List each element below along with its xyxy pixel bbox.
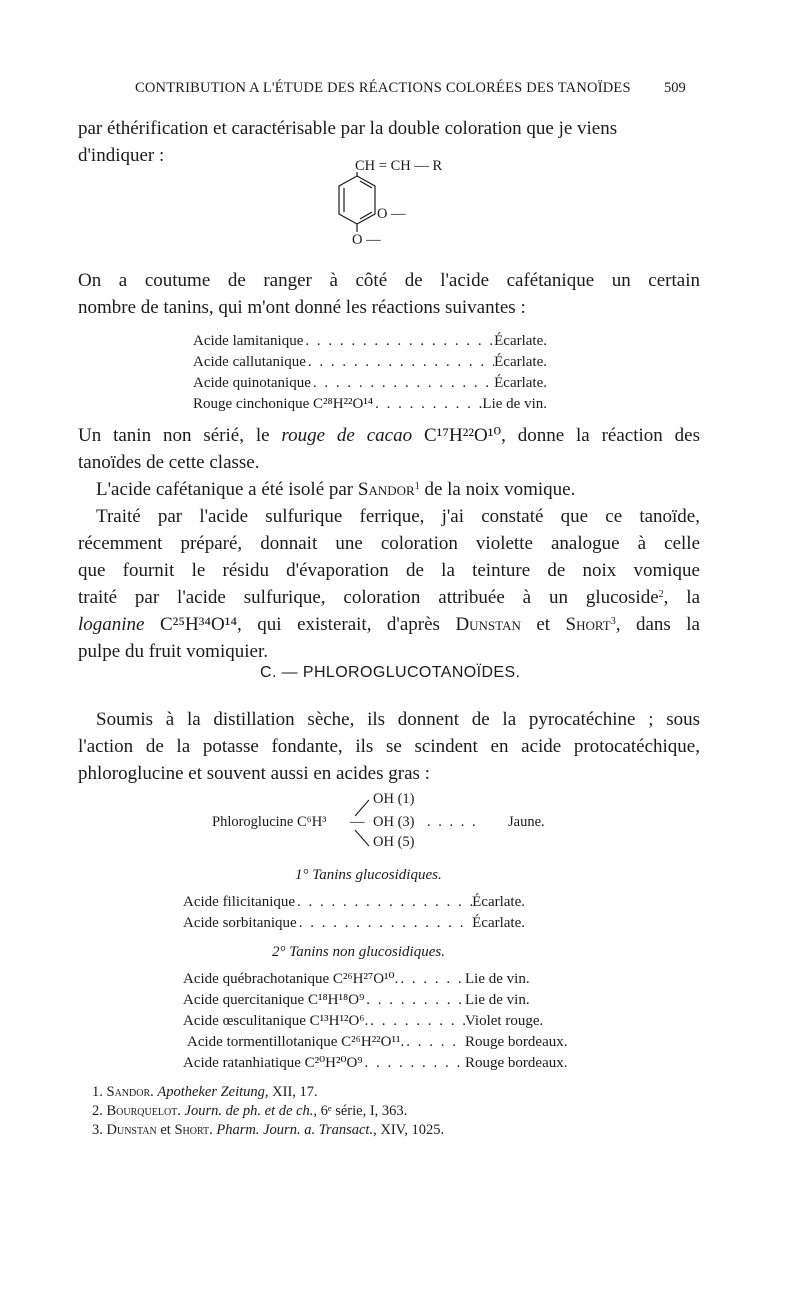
tanin-name: Acide lamitanique xyxy=(193,333,304,349)
para4-line-6: pulpe du fruit vomiquier. xyxy=(78,641,268,662)
para4-line-5: loganine C²⁵H³⁴O¹⁴, qui existerait, d'après Dunstan et Short$^3$, dans la xyxy=(78,614,700,635)
table-row xyxy=(193,331,547,352)
phloro-oh-1: OH (1) xyxy=(373,791,415,807)
para4-line-4: traité par l'acide sulfurique, coloration attribuée à un glucoside$^2$, la xyxy=(78,587,700,608)
table-row xyxy=(183,969,585,990)
reaction-color: Écarlate. xyxy=(494,333,547,349)
structure-top-chain: CH = CH — R xyxy=(355,158,443,174)
table-row xyxy=(183,1011,585,1032)
reaction-color: Lie de vin. xyxy=(465,992,530,1008)
para1-line-1: On a coutume de ranger à côté de l'acide cafétanique un certain xyxy=(78,270,700,291)
para2-line-2: tanoïdes de cette classe. xyxy=(78,452,260,473)
subheading-glucosidiques: 1° Tanins glucosidiques. xyxy=(295,867,442,883)
footnote: 2. Bourquelot. Journ. de ph. et de ch., 6ᵉ série, I, 363. xyxy=(92,1103,408,1119)
tanin-name: Acide filicitanique xyxy=(183,894,296,910)
tanin-name: Acide ratanhiatique C²⁰H²⁰O⁹ xyxy=(183,1055,363,1071)
para5-line-1: Soumis à la distillation sèche, ils donnent de la pyrocatéchine ; sous xyxy=(96,709,700,730)
footnote: 3. Dunstan et Short. Pharm. Journ. a. Transact., XIV, 1025. xyxy=(92,1122,445,1138)
reaction-color: Lie de vin. xyxy=(482,396,547,412)
tanin-name: Acide tormentillotanique C²⁶H²²O¹¹. xyxy=(187,1034,405,1050)
reaction-color: Écarlate. xyxy=(472,894,525,910)
tanin-name: Acide callutanique xyxy=(193,354,306,370)
reaction-color: Lie de vin. xyxy=(465,971,530,987)
tanin-name: Acide sorbitanique xyxy=(183,915,297,931)
paragraph-sandor xyxy=(96,476,700,503)
tanin-name: Acide québrachotanique C²⁶H²⁷O¹⁰. xyxy=(183,971,399,987)
phloro-name: Phloroglucine C⁶H³ xyxy=(212,814,327,830)
phloro-dash: — xyxy=(350,814,365,830)
subheading-non-glucosidiques: 2° Tanins non glucosidiques. xyxy=(272,944,445,960)
table-row xyxy=(193,373,547,394)
para5-line-3: phloroglucine et souvent aussi en acides gras : xyxy=(78,763,430,784)
reaction-color: Écarlate. xyxy=(494,354,547,370)
para4-line-3: que fournit le résidu d'évaporation de la teinture de noix vomique xyxy=(78,560,700,581)
structure-bottom-oxygen: O — xyxy=(352,232,381,248)
reaction-table-1 xyxy=(193,331,547,415)
table-row xyxy=(183,913,525,934)
paragraph-tanins-intro xyxy=(78,267,700,321)
reaction-color: Violet rouge. xyxy=(465,1013,544,1029)
table-row xyxy=(183,892,525,913)
running-title: CONTRIBUTION A L'ÉTUDE DES RÉACTIONS COLORÉES DES TANOÏDES xyxy=(135,80,631,96)
phloro-oh-5: OH (5) xyxy=(373,834,415,850)
paragraph-phloroglucotanoides xyxy=(78,706,700,787)
para4-line-1: Traité par l'acide sulfurique ferrique, j'ai constaté que ce tanoïde, xyxy=(96,506,700,527)
table-row xyxy=(183,990,585,1011)
paragraph-loganine xyxy=(78,503,700,665)
para4-line-2: récemment préparé, donnait une coloration violette analogue à celle xyxy=(78,533,700,554)
benzene-ring-diagram xyxy=(335,172,395,234)
para5-line-2: l'action de la potasse fondante, ils se scindent en acide protocatéchique, xyxy=(78,736,700,757)
tanin-name: Acide œsculitanique C¹³H¹²O⁶. xyxy=(183,1013,369,1029)
reaction-table-2 xyxy=(183,892,525,934)
reaction-color: Rouge bordeaux. xyxy=(465,1034,568,1050)
phloro-result: Jaune. xyxy=(508,814,545,830)
paragraph-rouge-cacao xyxy=(78,422,700,476)
phloro-oh-3: OH (3) xyxy=(373,814,415,830)
table-row xyxy=(183,1053,585,1074)
table-row xyxy=(193,394,547,415)
para3-line: L'acide cafétanique a été isolé par Sandor$^1$ de la noix vomique. xyxy=(96,479,576,500)
reaction-table-3 xyxy=(183,969,585,1074)
para2-line-1: Un tanin non sérié, le rouge de cacao C¹⁷H²²O¹⁰, donne la réaction des xyxy=(78,425,700,446)
reaction-color: Rouge bordeaux. xyxy=(465,1055,568,1071)
tanin-name: Acide quinotanique xyxy=(193,375,311,391)
structure-ring-oxygen: O — xyxy=(377,206,406,222)
tanin-name: Acide quercitanique C¹⁸H¹⁸O⁹ xyxy=(183,992,365,1008)
para1-line-2: nombre de tanins, qui m'ont donné les réactions suivantes : xyxy=(78,297,526,318)
phloro-leader: . . . . . xyxy=(427,814,478,830)
table-row xyxy=(183,1032,585,1053)
reaction-color: Écarlate. xyxy=(472,915,525,931)
section-heading: C. — PHLOROGLUCOTANOÏDES. xyxy=(260,664,521,681)
footnotes xyxy=(92,1083,444,1140)
footnote: 1. Sandor. Apotheker Zeitung, XII, 17. xyxy=(92,1084,318,1100)
table-row xyxy=(193,352,547,373)
intro-line-1: par éthérification et caractérisable par la double coloration que je viens xyxy=(78,118,618,139)
page-number: 509 xyxy=(664,80,686,96)
intro-line-2: d'indiquer : xyxy=(78,145,165,166)
tanin-name: Rouge cinchonique C²⁸H²²O¹⁴ xyxy=(193,396,374,412)
reaction-color: Écarlate. xyxy=(494,375,547,391)
